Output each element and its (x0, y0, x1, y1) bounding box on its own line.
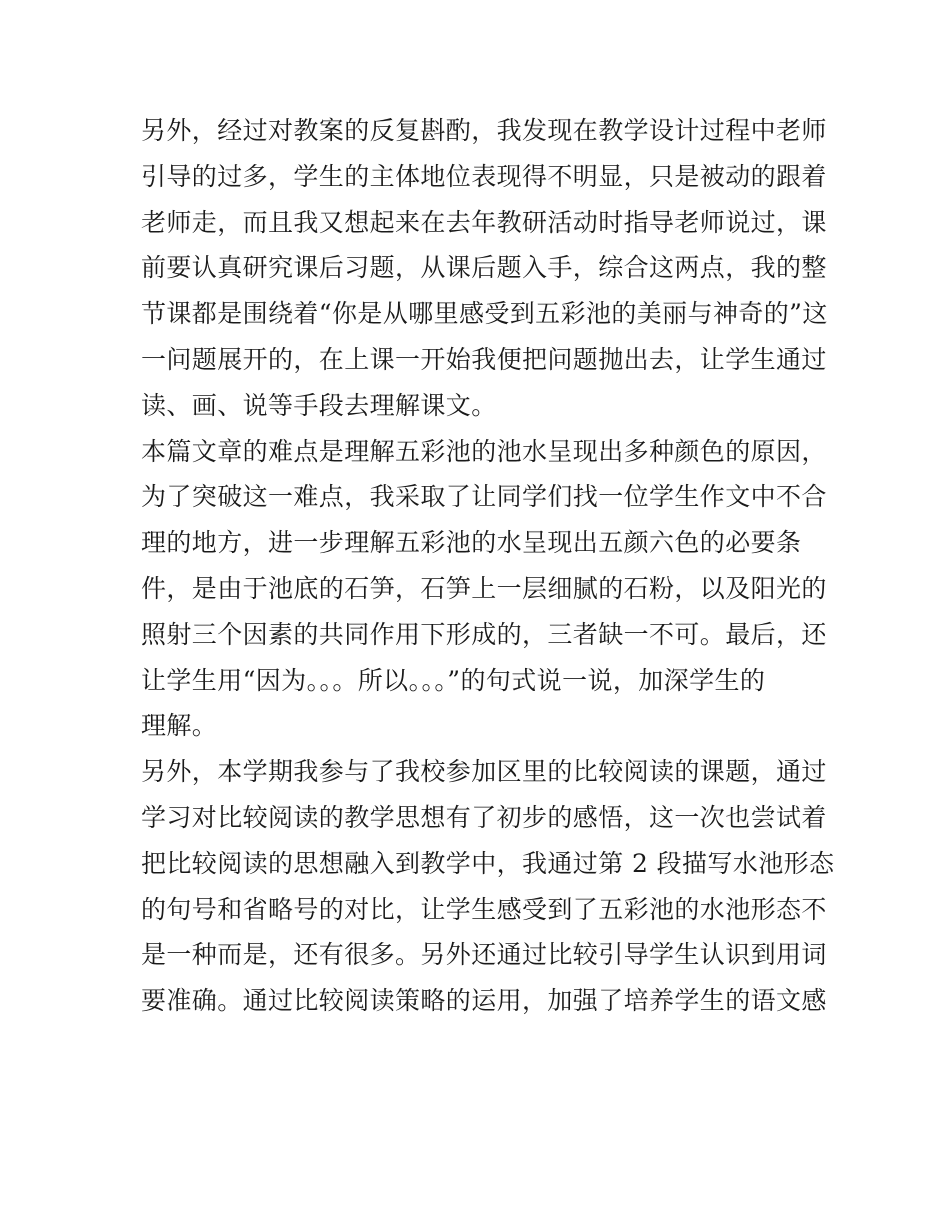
text-line: 照射三个因素的共同作用下形成的，三者缺一不可。最后，还 (141, 619, 827, 649)
text-line: 是一种而是，还有很多。另外还通过比较引导学生认识到用词 (141, 940, 827, 970)
text-line: 的句号和省略号的对比，让学生感受到了五彩池的水池形态不 (141, 894, 827, 924)
document-body (141, 108, 835, 1024)
text-line: 为了突破这一难点，我采取了让同学们找一位学生作文中不合 (141, 482, 827, 512)
text-line: 理解。 (141, 711, 218, 741)
text-line: 引导的过多，学生的主体地位表现得不明显，只是被动的跟着 (141, 161, 827, 191)
text-line: 一问题展开的，在上课一开始我便把问题抛出去，让学生通过 (141, 344, 827, 374)
text-line: 节课都是围绕着“你是从哪里感受到五彩池的美丽与神奇的”这 (141, 299, 828, 329)
text-line: 把比较阅读的思想融入到教学中，我通过第 2 段描写水池形态 (141, 848, 835, 878)
text-line: 另外，经过对教案的反复斟酌，我发现在教学设计过程中老师 (141, 116, 827, 145)
paragraph-2 (141, 429, 827, 750)
paragraph-3 (141, 749, 835, 1024)
text-line: 本篇文章的难点是理解五彩池的池水呈现出多种颜色的原因， (141, 436, 827, 466)
paragraph-1 (141, 108, 828, 429)
text-line: 学习对比较阅读的教学思想有了初步的感悟，这一次也尝试着 (141, 802, 827, 832)
text-line: 前要认真研究课后习题，从课后题入手，综合这两点，我的整 (141, 253, 827, 283)
text-line: 件，是由于池底的石笋，石笋上一层细腻的石粉，以及阳光的 (141, 573, 827, 603)
text-line: 另外，本学期我参与了我校参加区里的比较阅读的课题，通过 (141, 757, 827, 787)
text-line: 读、画、说等手段去理解课文。 (141, 390, 497, 420)
text-line: 要准确。通过比较阅读策略的运用，加强了培养学生的语文感 (141, 986, 827, 1016)
text-line: 让学生用“因为。。。所以。。。”的句式说一说，加深学生的 (141, 665, 766, 695)
text-line: 理的地方，进一步理解五彩池的水呈现出五颜六色的必要条 (141, 528, 802, 558)
text-line: 老师走，而且我又想起来在去年教研活动时指导老师说过，课 (141, 207, 827, 237)
